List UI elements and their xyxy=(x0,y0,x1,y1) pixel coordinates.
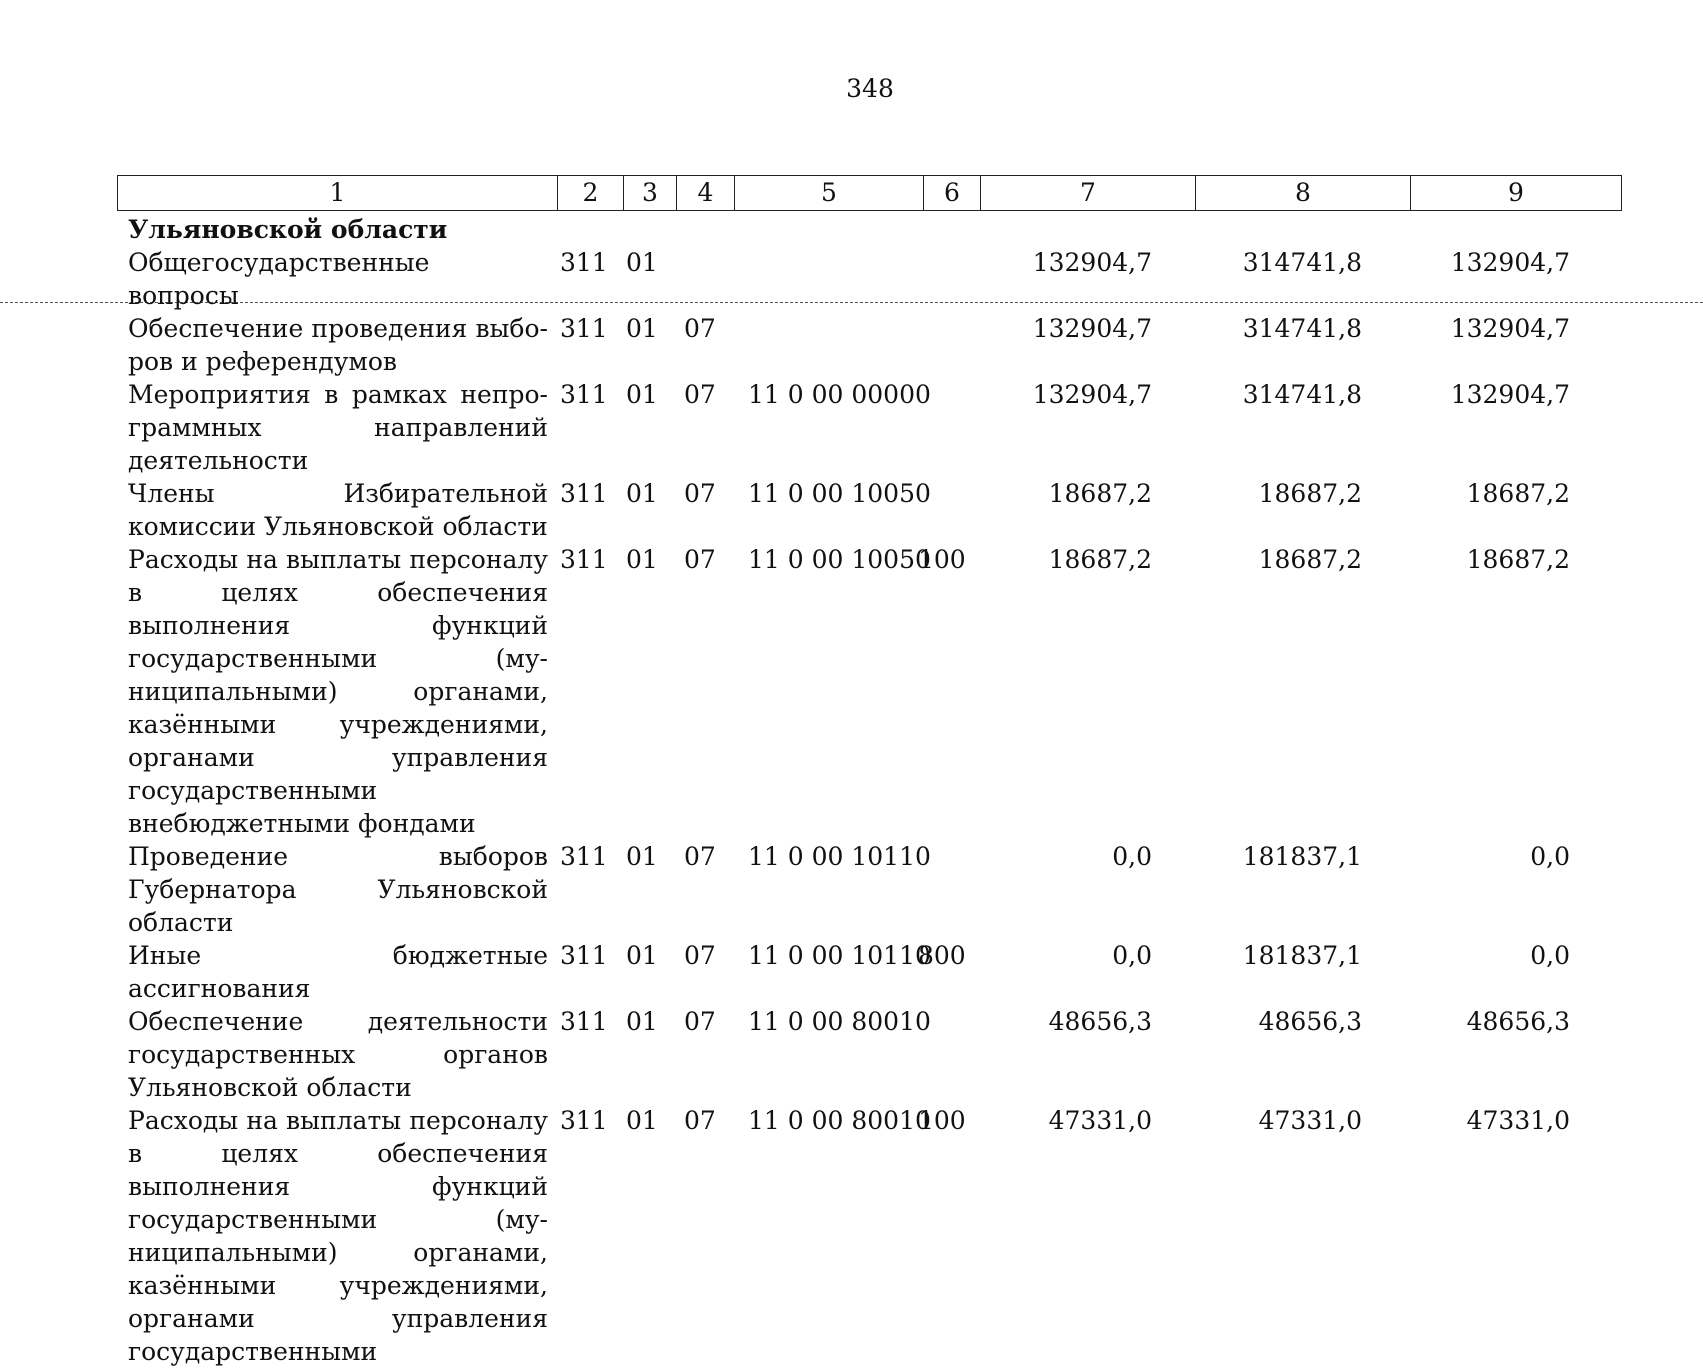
row-title: Члены Избирательной комиссии Ульяновской области xyxy=(128,479,548,541)
cell-col-6 xyxy=(918,246,970,312)
cell-col-5: 11 0 00 10050 xyxy=(748,479,931,508)
cell-col-8: 181837,1 xyxy=(1242,842,1362,871)
cell-col-8: 314741,8 xyxy=(1242,380,1362,409)
table-row xyxy=(128,1104,1588,1368)
cell-col-9: 132904,7 xyxy=(1450,248,1570,277)
cell-col-7: 47331,0 xyxy=(1048,1106,1152,1135)
row-title: Проведение выборов Губернатора Ульяновской области xyxy=(128,842,548,937)
cell-col-8: 47331,0 xyxy=(1258,1106,1362,1135)
row-title: Иные бюджетные ассигнования xyxy=(128,941,548,1003)
cell-col-5: 11 0 00 10110 xyxy=(748,842,931,871)
header-cell-6: 6 xyxy=(924,176,981,210)
cell-col-4: 07 xyxy=(684,380,716,409)
table-header-row xyxy=(117,175,1622,211)
cell-col-7: 0,0 xyxy=(1112,941,1152,970)
cell-col-3: 01 xyxy=(626,941,658,970)
cell-col-5 xyxy=(736,246,918,312)
cell-col-8: 18687,2 xyxy=(1258,479,1362,508)
cell-col-3: 01 xyxy=(626,1007,658,1036)
row-title: Обеспечение деятельности государственных органов Ульяновской области xyxy=(128,1007,548,1102)
header-cell-8: 8 xyxy=(1196,176,1411,210)
cell-col-5: 11 0 00 10050 xyxy=(748,545,931,574)
cell-col-2: 311 xyxy=(560,314,608,343)
cell-col-6 xyxy=(918,312,970,378)
cell-col-3: 01 xyxy=(626,545,658,574)
table-row xyxy=(128,312,1588,378)
header-cell-4: 4 xyxy=(677,176,735,210)
cell-col-9 xyxy=(1382,213,1592,246)
cell-col-4 xyxy=(676,246,736,312)
table-row xyxy=(128,213,1588,246)
budget-table-body xyxy=(128,213,1588,1368)
cell-col-5 xyxy=(736,312,918,378)
cell-col-7 xyxy=(970,213,1170,246)
row-title: Ульяновской области xyxy=(128,215,448,244)
cell-col-6 xyxy=(918,213,970,246)
table-row xyxy=(128,939,1588,1005)
cell-col-6 xyxy=(918,477,970,543)
cell-col-4 xyxy=(676,213,736,246)
cell-col-4: 07 xyxy=(684,479,716,508)
cell-col-3: 01 xyxy=(626,248,658,277)
cell-col-4: 07 xyxy=(684,941,716,970)
cell-col-2: 311 xyxy=(560,1007,608,1036)
cell-col-7: 18687,2 xyxy=(1048,545,1152,574)
cell-col-2: 311 xyxy=(560,380,608,409)
cell-col-3: 01 xyxy=(626,314,658,343)
table-row xyxy=(128,1005,1588,1104)
cell-col-9: 48656,3 xyxy=(1466,1007,1570,1036)
cell-col-2: 311 xyxy=(560,1106,608,1135)
row-title: Расходы на выплаты персоналу в целях обеспечения выполнения функций государственными (муниципальными) органами, казёнными учреждениями, органами управления государственными внебюджетными фондами xyxy=(128,545,548,838)
cell-col-7: 132904,7 xyxy=(1032,314,1152,343)
cell-col-9: 0,0 xyxy=(1530,941,1570,970)
cell-col-2: 311 xyxy=(560,842,608,871)
cell-col-3 xyxy=(618,213,676,246)
row-title: Обеспечение проведения выборов и референдумов xyxy=(128,314,548,376)
cell-col-9: 18687,2 xyxy=(1466,479,1570,508)
cell-col-9: 132904,7 xyxy=(1450,314,1570,343)
cell-col-2 xyxy=(548,213,618,246)
cell-col-6 xyxy=(918,840,970,939)
table-row xyxy=(128,543,1588,840)
cell-col-3: 01 xyxy=(626,1106,658,1135)
header-cell-7: 7 xyxy=(981,176,1196,210)
cell-col-5 xyxy=(736,213,918,246)
cell-col-2: 311 xyxy=(560,479,608,508)
header-cell-2: 2 xyxy=(558,176,624,210)
cell-col-4: 07 xyxy=(684,545,716,574)
cell-col-8: 48656,3 xyxy=(1258,1007,1362,1036)
cell-col-7: 48656,3 xyxy=(1048,1007,1152,1036)
row-title: Общегосударственные вопросы xyxy=(128,248,430,310)
cell-col-8: 181837,1 xyxy=(1242,941,1362,970)
cell-col-6 xyxy=(918,378,970,477)
cell-col-9: 0,0 xyxy=(1530,842,1570,871)
cell-col-9: 132904,7 xyxy=(1450,380,1570,409)
cell-col-3: 01 xyxy=(626,479,658,508)
cell-col-5: 11 0 00 80010 xyxy=(748,1007,931,1036)
cell-col-2: 311 xyxy=(560,545,608,574)
cell-col-2: 311 xyxy=(560,941,608,970)
cell-col-9: 47331,0 xyxy=(1466,1106,1570,1135)
row-title: Расходы на выплаты персоналу в целях обеспечения выполнения функций государственными (муниципальными) органами, казёнными учреждениями, органами управления государственными xyxy=(128,1106,548,1366)
table-row xyxy=(128,477,1588,543)
cell-col-8: 314741,8 xyxy=(1242,314,1362,343)
cell-col-5: 11 0 00 80010 xyxy=(748,1106,931,1135)
cell-col-3: 01 xyxy=(626,380,658,409)
cell-col-3: 01 xyxy=(626,842,658,871)
header-cell-9: 9 xyxy=(1508,178,1524,207)
row-title: Мероприятия в рамках непрограммных направлений деятельности xyxy=(128,380,548,475)
cell-col-6: 100 xyxy=(918,1106,966,1135)
cell-col-4: 07 xyxy=(684,842,716,871)
cell-col-8 xyxy=(1170,213,1382,246)
header-cell-1: 1 xyxy=(118,176,558,210)
header-cell-5: 5 xyxy=(735,176,924,210)
cell-col-5: 11 0 00 00000 xyxy=(748,380,931,409)
table-row xyxy=(128,378,1588,477)
cell-col-6 xyxy=(918,1005,970,1104)
cell-col-7: 0,0 xyxy=(1112,842,1152,871)
cell-col-4: 07 xyxy=(684,1007,716,1036)
cell-col-4: 07 xyxy=(684,1106,716,1135)
cell-col-4: 07 xyxy=(684,314,716,343)
cell-col-7: 132904,7 xyxy=(1032,380,1152,409)
cell-col-6: 800 xyxy=(918,941,966,970)
table-row xyxy=(128,840,1588,939)
table-row xyxy=(128,246,1588,312)
cell-col-8: 18687,2 xyxy=(1258,545,1362,574)
cell-col-7: 18687,2 xyxy=(1048,479,1152,508)
cell-col-6: 100 xyxy=(918,545,966,574)
cell-col-8: 314741,8 xyxy=(1242,248,1362,277)
cell-col-7: 132904,7 xyxy=(1032,248,1152,277)
page-number: 348 xyxy=(846,74,894,103)
cell-col-2: 311 xyxy=(560,248,608,277)
cell-col-9: 18687,2 xyxy=(1466,545,1570,574)
header-cell-3: 3 xyxy=(624,176,677,210)
cell-col-5: 11 0 00 10110 xyxy=(748,941,931,970)
